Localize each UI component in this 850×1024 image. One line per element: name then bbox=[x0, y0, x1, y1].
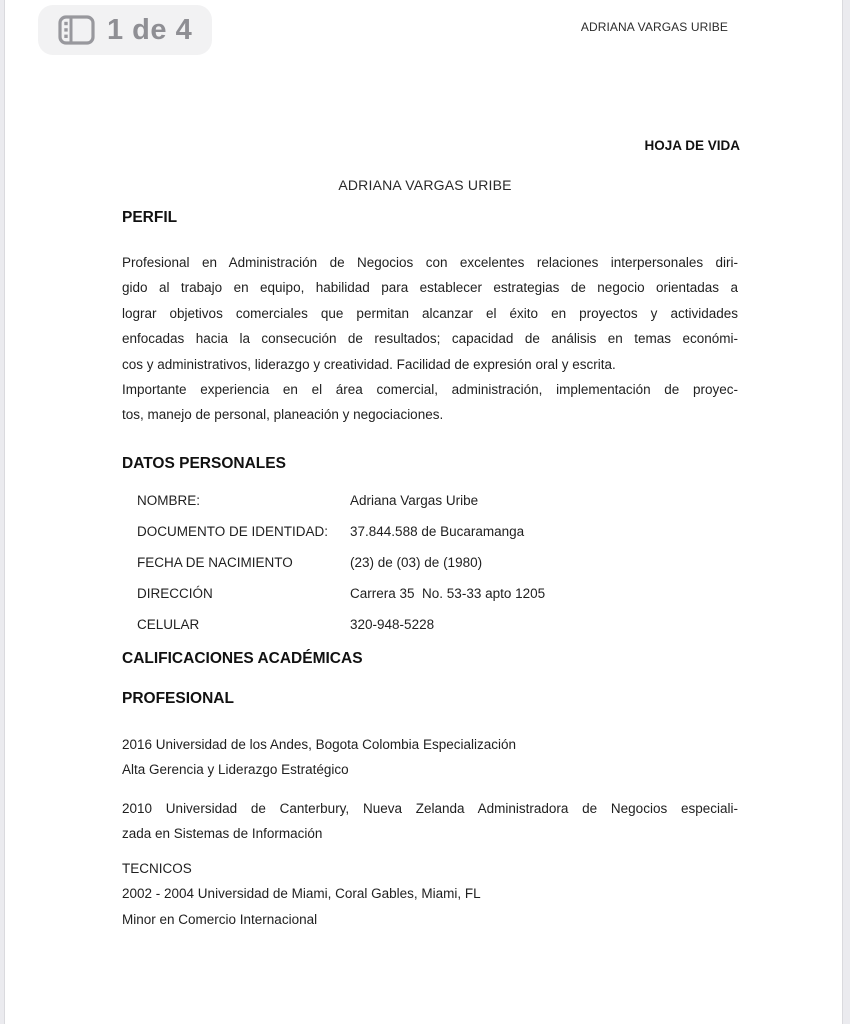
education-entry-2010 bbox=[122, 796, 738, 847]
section-heading-perfil: PERFIL bbox=[122, 209, 178, 226]
page-thumbnails-button[interactable] bbox=[38, 5, 212, 55]
datos-label: DIRECCIÓN bbox=[137, 586, 213, 601]
document-title: ADRIANA VARGAS URIBE bbox=[338, 177, 512, 193]
perfil-line: cos y administrativos, liderazgo y creatividad. Facilidad de expresión oral y escrita. bbox=[122, 356, 616, 372]
section-heading-datos-personales: DATOS PERSONALES bbox=[122, 455, 286, 472]
section-heading-tecnicos: TECNICOS bbox=[122, 861, 192, 876]
education-line: Alta Gerencia y Liderazgo Estratégico bbox=[122, 762, 349, 778]
section-heading-calificaciones: CALIFICACIONES ACADÉMICAS bbox=[122, 650, 363, 667]
education-line: zada en Sistemas de Información bbox=[122, 826, 323, 842]
perfil-line: enfocadas hacia la consecución de resultados; capacidad de análisis en temas económi- bbox=[122, 331, 738, 347]
page-indicator-label: 1 de 4 bbox=[107, 13, 193, 46]
education-line: 2010 Universidad de Canterbury, Nueva Zelanda Administradora de Negocios especiali- bbox=[122, 801, 738, 816]
datos-value: Adriana Vargas Uribe bbox=[350, 493, 479, 508]
datos-label: DOCUMENTO DE IDENTIDAD: bbox=[137, 524, 329, 539]
datos-value: Carrera 35 No. 53-33 apto 1205 bbox=[350, 586, 546, 601]
perfil-line: tos, manejo de personal, planeación y negociaciones. bbox=[122, 407, 444, 423]
tecnicos-section bbox=[122, 856, 738, 932]
section-heading-profesional: PROFESIONAL bbox=[122, 690, 234, 707]
education-line: 2016 Universidad de los Andes, Bogota Colombia Especialización bbox=[122, 737, 516, 752]
education-line: 2002 - 2004 Universidad de Miami, Coral Gables, Miami, FL bbox=[122, 886, 481, 902]
datos-value: 37.844.588 de Bucaramanga bbox=[350, 524, 525, 539]
page-thumbnails-icon bbox=[58, 15, 95, 45]
education-line: Minor en Comercio Internacional bbox=[122, 911, 318, 927]
perfil-line: lograr objetivos comerciales que permitan alcanzar el éxito en proyectos y actividades bbox=[122, 305, 738, 321]
perfil-line: Importante experiencia en el área comercial, administración, implementación de proyec- bbox=[122, 382, 738, 398]
perfil-line: Profesional en Administración de Negocios con excelentes relaciones interpersonales diri- bbox=[122, 255, 738, 270]
education-entry-2016 bbox=[122, 732, 738, 783]
datos-label: FECHA DE NACIMIENTO bbox=[137, 555, 293, 570]
document-header-name: ADRIANA VARGAS URIBE bbox=[580, 20, 728, 34]
datos-row-celular bbox=[122, 602, 762, 647]
perfil-line: gido al trabajo en equipo, habilidad para establecer estrategias de negocio orientadas a bbox=[122, 280, 738, 296]
datos-value: 320-948-5228 bbox=[350, 617, 435, 632]
datos-label: CELULAR bbox=[137, 617, 200, 632]
perfil-paragraph bbox=[122, 250, 738, 428]
datos-value: (23) de (03) de (1980) bbox=[350, 555, 483, 570]
datos-label: NOMBRE: bbox=[137, 493, 201, 508]
document-header-title: HOJA DE VIDA bbox=[644, 138, 740, 153]
